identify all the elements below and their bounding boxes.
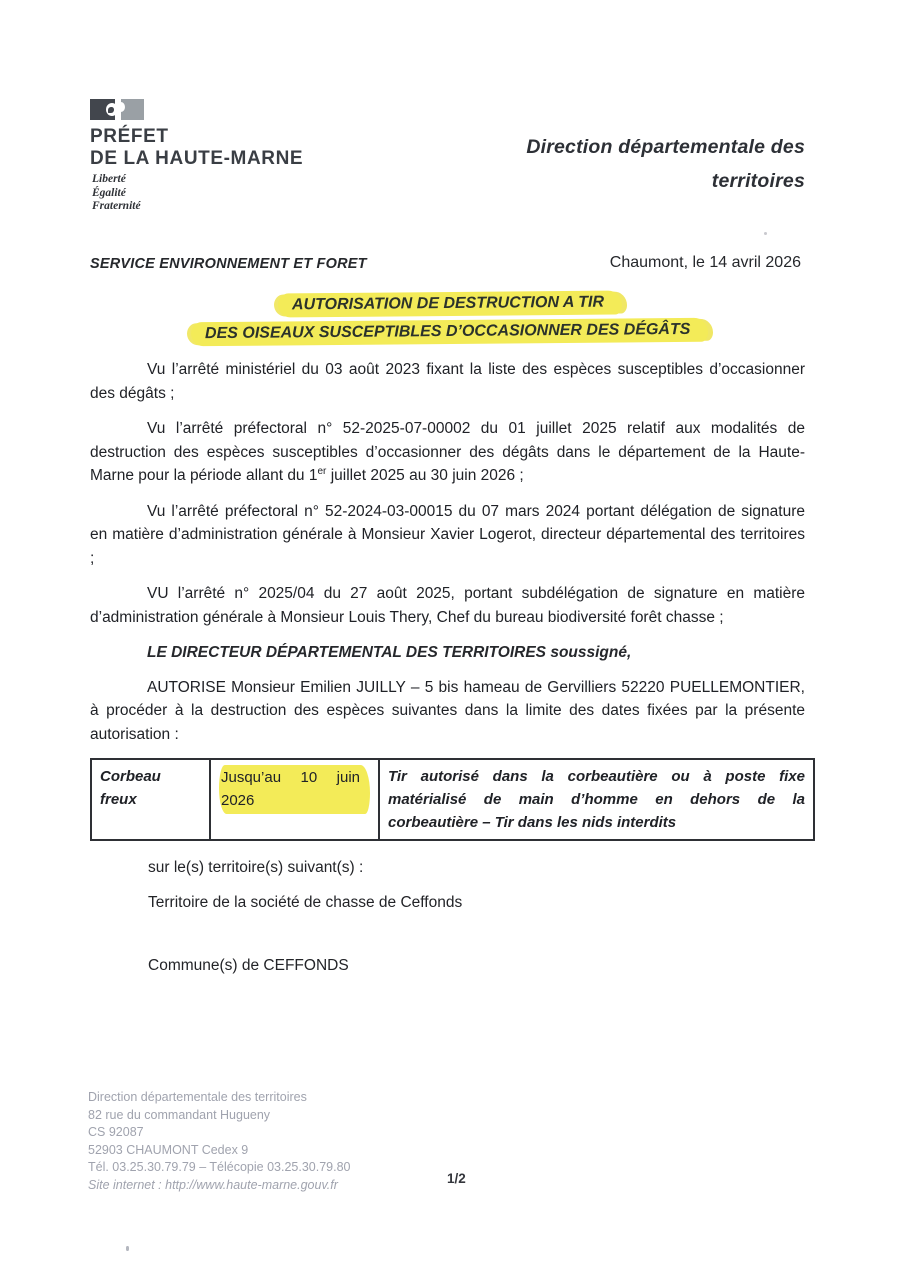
- service-label: SERVICE ENVIRONNEMENT ET FORET: [90, 256, 367, 272]
- paragraph-vu-2: Vu l’arrêté préfectoral n° 52-2025-07-00002 du 01 juillet 2025 relatif aux modalités de destruction des espèces susceptibles d’occasionner des dégâts dans le département de la Haute-Marne pour la période allant du 1er juillet 2025 au 30 juin 2026 ;: [90, 420, 805, 484]
- prefet-title-line2: DE LA HAUTE-MARNE: [90, 148, 304, 169]
- table-cell-deadline: [210, 759, 379, 840]
- paragraph-authorize: AUTORISE Monsieur Emilien JUILLY – 5 bis hameau de Gervilliers 52220 PUELLEMONTIER, à procéder à la destruction des espèces suivantes dans la limite des dates fixées par la présente autorisation :: [90, 678, 805, 743]
- republic-motto: [92, 173, 141, 214]
- footer-line: Direction départementale des territoires: [88, 1090, 307, 1104]
- prefet-title-line1: PRÉFET: [90, 126, 169, 147]
- ordinal-superscript: er: [317, 465, 327, 477]
- footer-line: CS 92087: [88, 1125, 144, 1139]
- footer-address-block: [88, 1089, 350, 1194]
- scan-artifact: [126, 1246, 129, 1251]
- footer-line: 82 rue du commandant Hugueny: [88, 1107, 271, 1122]
- commune-line: Commune(s) de CEFFONDS: [148, 957, 349, 974]
- republique-francaise-logo: [90, 99, 146, 121]
- footer-line: 52903 CHAUMONT Cedex 9: [88, 1142, 249, 1157]
- footer-website-line: Site internet : http://www.haute-marne.gouv.fr: [88, 1177, 338, 1192]
- place-date-line: Chaumont, le 14 avril 2026: [609, 254, 801, 271]
- direction-departementale-title: Direction départementale des territoires: [526, 136, 805, 192]
- motto-liberte: Liberté: [92, 173, 126, 185]
- territory-intro: sur le(s) territoire(s) suivant(s) :: [148, 859, 364, 876]
- document-title: [0, 292, 900, 348]
- document-title-line2: DES OISEAUX SUSCEPTIBLES D’OCCASIONNER DES DÉGÂTS: [191, 318, 709, 347]
- document-title-line1: AUTORISATION DE DESTRUCTION A TIR: [278, 290, 622, 317]
- flag-icon: [121, 99, 144, 120]
- table-cell-species: Corbeau freux: [91, 759, 210, 840]
- marianne-icon: [90, 99, 115, 120]
- motto-fraternite: Fraternité: [92, 200, 141, 212]
- document-body: [90, 358, 805, 841]
- paragraph-vu-1: Vu l’arrêté ministériel du 03 août 2023 fixant la liste des espèces susceptibles d’occasionner des dégâts ;: [90, 361, 805, 402]
- paragraph-vu-3: Vu l’arrêté préfectoral n° 52-2024-03-00015 du 07 mars 2024 portant délégation de signature en matière d’administration générale à Monsieur Xavier Logerot, directeur départemental des territoires ;: [90, 502, 805, 567]
- director-heading: LE DIRECTEUR DÉPARTEMENTAL DES TERRITOIRES soussigné,: [147, 644, 632, 661]
- scan-artifact: [764, 232, 767, 235]
- species-authorization-table: [90, 758, 815, 841]
- table-row: [91, 759, 814, 840]
- territory-line: Territoire de la société de chasse de Ceffonds: [148, 894, 463, 911]
- page-number: 1/2: [447, 1171, 466, 1186]
- deadline-highlight: Jusqu’au 10 juin 2026: [219, 765, 370, 814]
- paragraph-vu-4: VU l’arrêté n° 2025/04 du 27 août 2025, portant subdélégation de signature en matière d’administration générale à Monsieur Louis Thery, Chef du bureau biodiversité forêt chasse ;: [90, 585, 805, 626]
- table-cell-conditions: Tir autorisé dans la corbeautière ou à poste fixe matérialisé de main d’homme en dehors de la corbeautière – Tir dans les nids interdits: [379, 759, 814, 840]
- footer-line: Tél. 03.25.30.79.79 – Télécopie 03.25.30.79.80: [88, 1160, 351, 1174]
- motto-egalite: Égalité: [92, 186, 126, 199]
